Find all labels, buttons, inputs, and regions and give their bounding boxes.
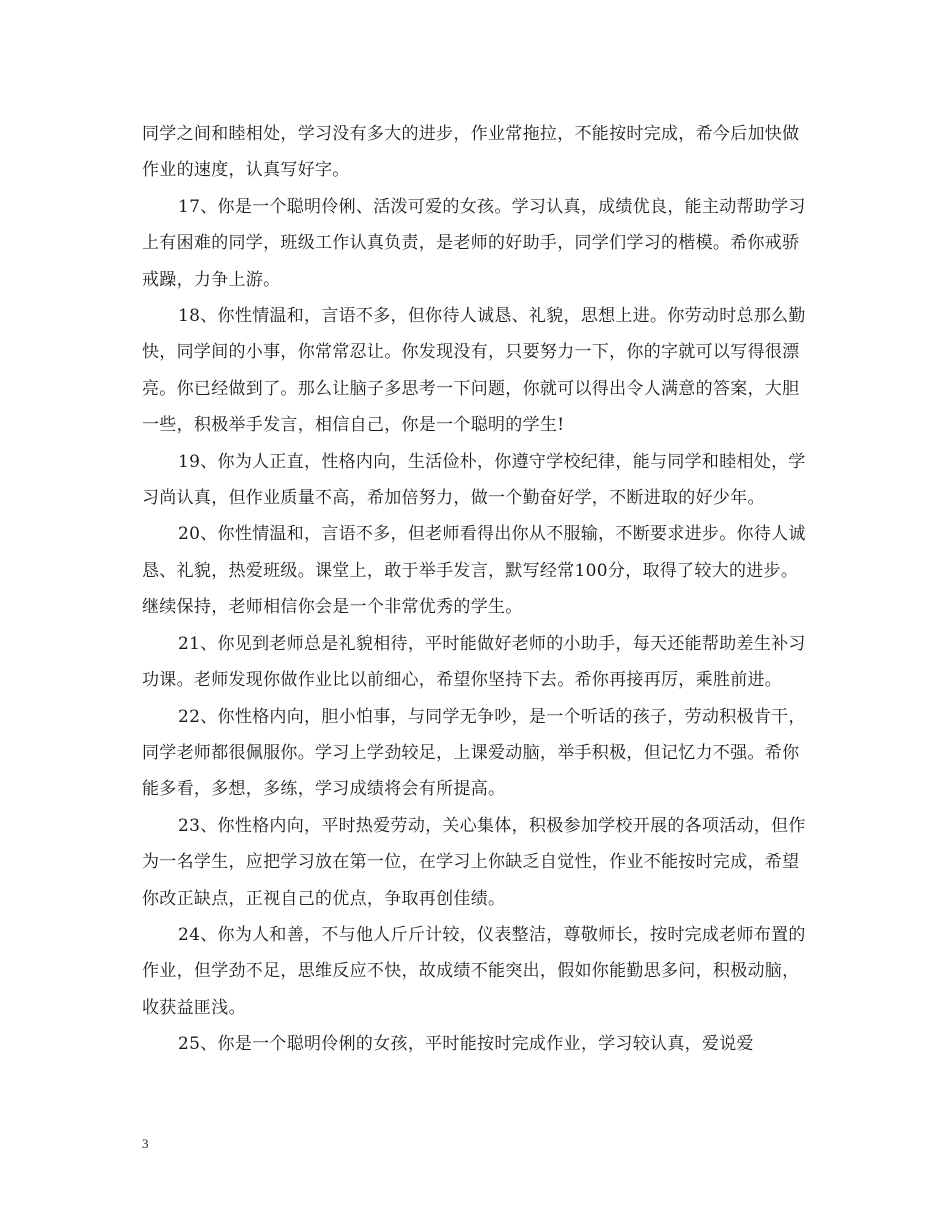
paragraph-comment-21: 21、你见到老师总是礼貌相待，平时能做好老师的小助手，每天还能帮助差生补习功课。老师发现你做作业比以前细心，希望你坚持下去。希你再接再厉，乘胜前进。 [142, 633, 806, 691]
paragraph-comment-17: 17、你是一个聪明伶俐、活泼可爱的女孩。学习认真，成绩优良，能主动帮助学习上有困难的同学，班级工作认真负责，是老师的好助手，同学们学习的楷模。希你戒骄戒躁，力争上游。 [142, 196, 806, 290]
paragraph-comment-24: 24、你为人和善，不与他人斤斤计较，仪表整洁，尊敬师长，按时完成老师布置的作业，但学劲不足，思维反应不快，故成绩不能突出，假如你能勤思多问，积极动脑，收获益匪浅。 [142, 924, 806, 1018]
document-body [142, 116, 810, 1063]
page-number: 3 [142, 1136, 149, 1151]
paragraph-comment-23: 23、你性格内向，平时热爱劳动，关心集体，积极参加学校开展的各项活动，但作为一名学生，应把学习放在第一位，在学习上你缺乏自觉性，作业不能按时完成，希望你改正缺点，正视自己的优点，争取再创佳绩。 [142, 815, 806, 909]
paragraph-comment-19: 19、你为人正直，性格内向，生活俭朴，你遵守学校纪律，能与同学和睦相处，学习尚认真，但作业质量不高，希加倍努力，做一个勤奋好学，不断进取的好少年。 [142, 451, 806, 509]
paragraph-continuation: 同学之间和睦相处，学习没有多大的进步，作业常拖拉，不能按时完成，希今后加快做作业的速度，认真写好字。 [142, 124, 800, 181]
paragraph-comment-20: 20、你性情温和，言语不多，但老师看得出你从不服输，不断要求进步。你待人诚恳、礼貌，热爱班级。课堂上，敢于举手发言，默写经常100分，取得了较大的进步。继续保持，老师相信你会是一个非常优秀的学生。 [142, 524, 806, 618]
paragraph-comment-18: 18、你性情温和，言语不多，但你待人诚恳、礼貌，思想上进。你劳动时总那么勤快，同学间的小事，你常常忍让。你发现没有，只要努力一下，你的字就可以写得很漂亮。你已经做到了。那么让脑子多思考一下问题，你就可以得出令人满意的答案，大胆一些，积极举手发言，相信自己，你是一个聪明的学生! [142, 306, 806, 436]
paragraph-comment-25: 25、你是一个聪明伶俐的女孩，平时能按时完成作业，学习较认真，爱说爱 [178, 1034, 754, 1055]
paragraph-comment-22: 22、你性格内向，胆小怕事，与同学无争吵，是一个听话的孩子，劳动积极肯干，同学老师都很佩服你。学习上学劲较足，上课爱动脑，举手积极，但记忆力不强。希你能多看，多想，多练，学习成绩将会有所提高。 [142, 706, 806, 800]
